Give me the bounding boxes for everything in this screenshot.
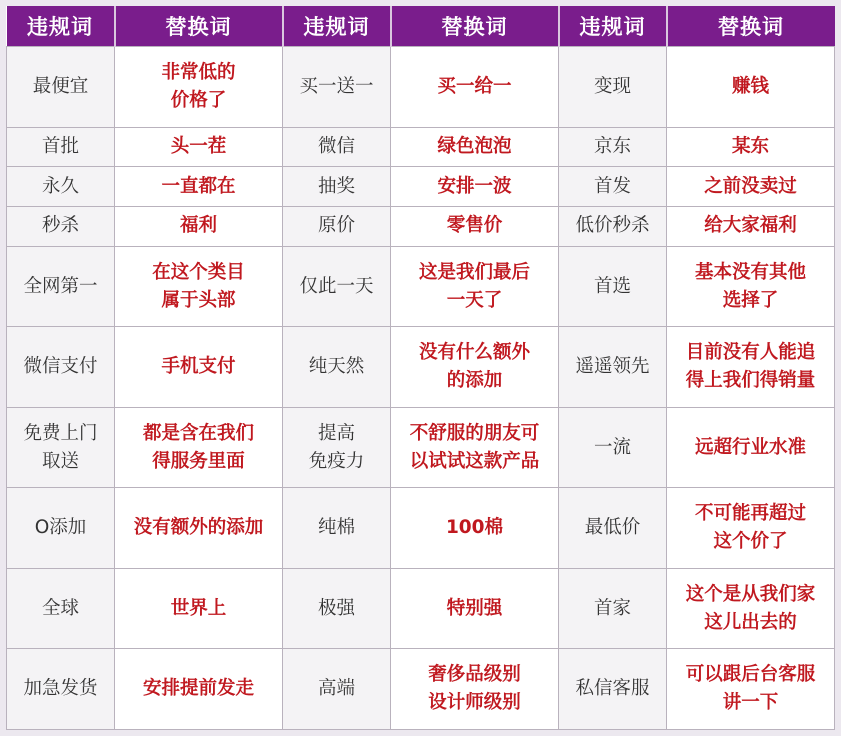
banned-word-cell: 买一送一 [283, 47, 391, 128]
replacement-word-cell: 不可能再超过 这个价了 [667, 488, 835, 569]
replacement-word-cell: 特别强 [391, 568, 559, 649]
replacement-words-table-container [6, 6, 834, 730]
header-banned-word-3: 违规词 [559, 6, 667, 47]
banned-word-cell: 京东 [559, 127, 667, 167]
table-row [7, 407, 835, 488]
banned-word-cell: 私信客服 [559, 649, 667, 730]
table-row [7, 327, 835, 408]
replacement-word-cell: 不舒服的朋友可 以试试这款产品 [391, 407, 559, 488]
banned-word-cell: 首发 [559, 167, 667, 207]
replacement-word-cell: 都是含在我们 得服务里面 [115, 407, 283, 488]
replacement-word-cell: 世界上 [115, 568, 283, 649]
replacement-word-cell: 这是我们最后 一天了 [391, 246, 559, 327]
header-banned-word-1: 违规词 [7, 6, 115, 47]
banned-word-cell: 一流 [559, 407, 667, 488]
banned-word-cell: 永久 [7, 167, 115, 207]
banned-word-cell: 纯棉 [283, 488, 391, 569]
banned-word-cell: 全球 [7, 568, 115, 649]
banned-word-cell: 微信 [283, 127, 391, 167]
banned-word-cell: 首选 [559, 246, 667, 327]
replacement-word-cell: 远超行业水准 [667, 407, 835, 488]
banned-word-cell: 微信支付 [7, 327, 115, 408]
replacement-word-cell: 买一给一 [391, 47, 559, 128]
banned-word-cell: 原价 [283, 207, 391, 247]
banned-word-cell: O添加 [7, 488, 115, 569]
banned-word-cell: 最低价 [559, 488, 667, 569]
replacement-word-cell: 可以跟后台客服 讲一下 [667, 649, 835, 730]
banned-word-cell: 高端 [283, 649, 391, 730]
banned-word-cell: 首批 [7, 127, 115, 167]
table-row [7, 568, 835, 649]
header-replacement-word-1: 替换词 [115, 6, 283, 47]
banned-word-cell: 秒杀 [7, 207, 115, 247]
banned-word-cell: 纯天然 [283, 327, 391, 408]
replacement-word-cell: 在这个类目 属于头部 [115, 246, 283, 327]
header-replacement-word-3: 替换词 [667, 6, 835, 47]
header-replacement-word-2: 替换词 [391, 6, 559, 47]
replacement-word-cell: 奢侈品级别 设计师级别 [391, 649, 559, 730]
replacement-word-cell: 手机支付 [115, 327, 283, 408]
replacement-word-cell: 安排提前发走 [115, 649, 283, 730]
replacement-word-cell: 一直都在 [115, 167, 283, 207]
banned-word-cell: 加急发货 [7, 649, 115, 730]
table-header-row [7, 6, 835, 47]
banned-word-cell: 低价秒杀 [559, 207, 667, 247]
table-row [7, 649, 835, 730]
replacement-word-cell: 给大家福利 [667, 207, 835, 247]
replacement-word-cell: 这个是从我们家 这儿出去的 [667, 568, 835, 649]
replacement-word-cell: 目前没有人能追 得上我们得销量 [667, 327, 835, 408]
banned-word-cell: 极强 [283, 568, 391, 649]
table-row [7, 127, 835, 167]
banned-word-cell: 全网第一 [7, 246, 115, 327]
replacement-word-cell: 之前没卖过 [667, 167, 835, 207]
banned-word-cell: 免费上门 取送 [7, 407, 115, 488]
replacement-word-cell: 零售价 [391, 207, 559, 247]
banned-word-cell: 最便宜 [7, 47, 115, 128]
replacement-word-cell: 赚钱 [667, 47, 835, 128]
table-row [7, 207, 835, 247]
table-row [7, 47, 835, 128]
table-row [7, 488, 835, 569]
replacement-word-cell: 基本没有其他 选择了 [667, 246, 835, 327]
table-row [7, 246, 835, 327]
banned-word-cell: 仅此一天 [283, 246, 391, 327]
replacement-word-cell: 没有额外的添加 [115, 488, 283, 569]
replacement-word-cell: 100棉 [391, 488, 559, 569]
banned-word-cell: 提高 免疫力 [283, 407, 391, 488]
replacement-word-cell: 绿色泡泡 [391, 127, 559, 167]
banned-word-cell: 抽奖 [283, 167, 391, 207]
banned-word-cell: 遥遥领先 [559, 327, 667, 408]
replacement-word-cell: 安排一波 [391, 167, 559, 207]
banned-word-cell: 首家 [559, 568, 667, 649]
replacement-word-cell: 头一茬 [115, 127, 283, 167]
replacement-words-table [6, 6, 835, 730]
replacement-word-cell: 没有什么额外 的添加 [391, 327, 559, 408]
replacement-word-cell: 福利 [115, 207, 283, 247]
table-row [7, 167, 835, 207]
replacement-word-cell: 非常低的 价格了 [115, 47, 283, 128]
header-banned-word-2: 违规词 [283, 6, 391, 47]
replacement-word-cell: 某东 [667, 127, 835, 167]
banned-word-cell: 变现 [559, 47, 667, 128]
